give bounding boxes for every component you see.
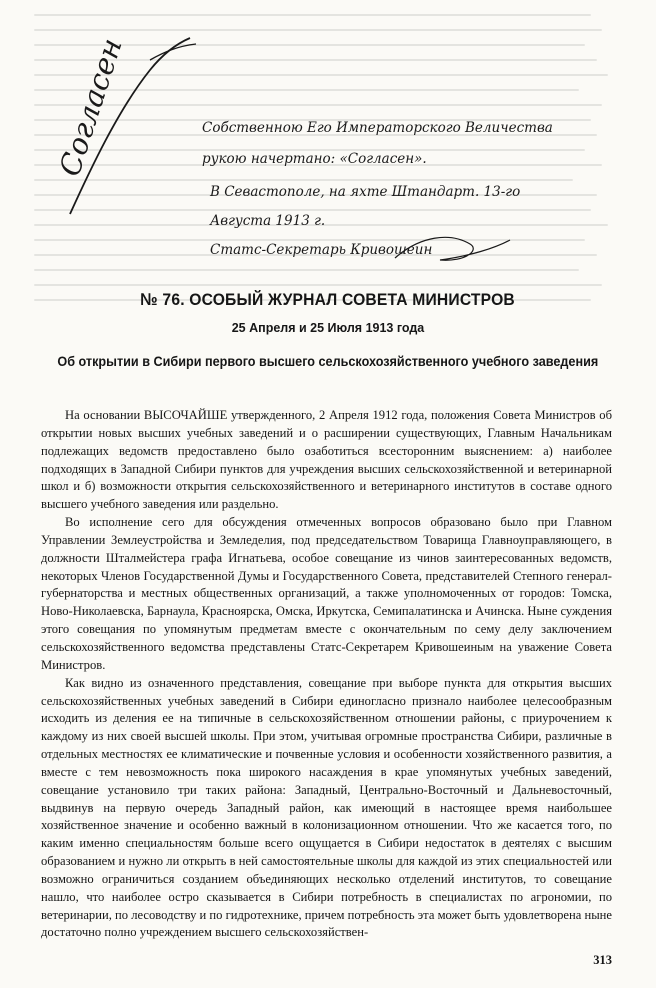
document-body — [41, 407, 612, 942]
paragraph: Как видно из означенного представления, совещание при выборе пункта для открытия высших сельскохозяйственных учебных заведений в Сибири единогласно признало наиболее целесообразным исходить из деления ее на типичные в сельскохозяйственном отношении районы, с приурочением к каждому из них своей высшей школы. При этом, учитывая огромные пространства Сибири, различные в отдельных местностях ее климатические и почвенные условия и особенности хозяйственного развития, а вместе с тем невозможность пока широкого насаждения в крае упомянутых учебных заведений, совещание установило три таких района: Западный, Центрально-Восточный и Дальневосточный, выдвинув на первую очередь Западный район, как имеющий в настоящее время наибольшее хозяйственное значение и особенно важный в колонизационном отношении. Что же касается того, по каким именно специальностям больше всего ощущается в Сибири недостаток в деятелях с высшим образованием и нужно ли открыть в ней самостоятельные школы для каждой из этих специальностей или возможно ограничиться созданием объединяющих несколько отделений институтов, то совещание нашло, что наиболее остро сказывается в Сибири потребность в специалистах по агрономии, по ветеринарии, по лесоводству и по гидротехнике, причем потребность эта может быть удовлетворена ныне достаточно полно учреждением высшего сельскохозяйствен- — [41, 675, 612, 940]
document-header — [0, 290, 656, 371]
handwriting-svg — [0, 0, 656, 280]
paragraph: На основании ВЫСОЧАЙШЕ утвержденного, 2 Апреля 1912 года, положения Совета Министров об открытии новых высших учебных заведений и о расширении существующих, Главным Начальникам подлежащих ведомств предоставлено было озаботиться всесторонним выяснением: а) наиболее подходящих в Западной Сибири пунктов для учреждения высших сельскохозяйственной и ветеринарной школ и б) возможности открытия сельскохозяйственного и ветеринарного институтов в составе одного высшего учебного заведения или раздельно. — [41, 408, 612, 512]
paragraph: Во исполнение сего для обсуждения отмеченных вопросов образовано было при Главном Управлении Землеустройства и Земледелия, под председательством Товарища Главноуправляющего, в должности Шталмейстера графа Игнатьева, особое совещание из чинов заинтересованных ведомств, некоторых Членов Государственной Думы и Государственного Совета, представителей Степного генерал-губернаторства и местных общественных организаций, а также уполномоченных от городов: Томска, Ново-Николаевска, Барнаула, Красноярска, Омска, Иркутска, Семипалатинска и Ачинска. Ныне суждения этого совещания по упомянутым предметам вместе с окончательным по сему делу заключением сельскохозяйственного ведомства представлены Статс-Секретарем Кривошеиным на уважение Совета Министров. — [41, 515, 612, 672]
document-title: № 76. ОСОБЫЙ ЖУРНАЛ СОВЕТА МИНИСТРОВ — [140, 290, 516, 309]
handwritten-resolution — [0, 0, 656, 280]
margin-note: Согласен — [52, 34, 129, 181]
flourish-stroke-small — [150, 44, 196, 60]
page-number: 313 — [593, 953, 612, 967]
margin-note-group — [52, 34, 128, 180]
document-date: 25 Апреля и 25 Июля 1913 года — [231, 321, 425, 335]
resolution-signature: Статс-Секретарь Кривошеин — [210, 242, 433, 258]
resolution-line-1: Собственною Его Императорского Величества — [202, 120, 553, 136]
resolution-line-2: рукою начертано: «Согласен». — [202, 151, 427, 167]
resolution-line-4: Августа 1913 г. — [210, 213, 326, 229]
document-subject: Об открытии в Сибири первого высшего сельскохозяйственного учебного заведения — [57, 354, 599, 369]
resolution-line-3: В Севастополе, на яхте Штандарт. 13-го — [210, 184, 521, 200]
